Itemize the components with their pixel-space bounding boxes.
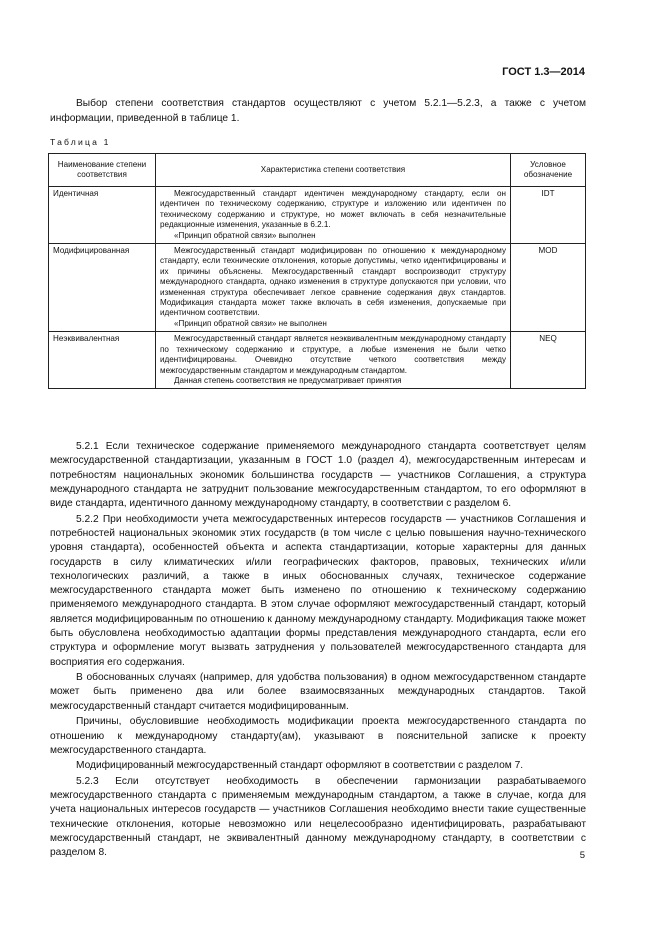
- page-number: 5: [579, 850, 585, 861]
- paragraph-reasons: Причины, обусловившие необходимость модификации проекта межгосударственного стандарта по отношению к международному стандарту(ам), указывают в пояснительной записке к проекту межгосударственного стандарта.: [50, 716, 586, 756]
- paragraph-5-2-3: 5.2.3 Если отсутствует необходимость в обеспечении гармонизации разрабатываемого межгосударственного стандарта с применяемым международным стандартом, а также в случае, когда для учета национальных интересов государств — участников Соглашения необходимо внести такие существенные технические отклонения, которые невозможно или нецелесообразно идентифицировать, разрабатывают межгосударственный стандарт, не эквивалентный данному международному стандарту, в соответствии с разделом 8.: [50, 775, 586, 859]
- row-description: [156, 187, 511, 244]
- header-code: Условное обозначение: [511, 154, 586, 187]
- row-name: Модифицированная: [49, 244, 156, 332]
- row-description-text: Межгосударственный стандарт идентичен международному стандарту, если он идентичен по техническому содержанию, структуре и изложению или идентичен по техническому содержанию и структуре, но может включать в себя незначительные редакционные изменения, указанные в 6.2.1.: [160, 189, 506, 230]
- table-caption: Таблица 1: [50, 137, 111, 147]
- row-description-text: Межгосударственный стандарт модифицирован по отношению к международному стандарту, если технические отклонения, которые допустимы, четко идентифицированы и их причины объяснены. Межгосударственный стандарт воспроизводит структуру международного стандарта, однако изменения в структуре допускаются при условии, что измененная структура обеспечивает легкое сравнение содержания двух стандартов. Модификация стандарта может также включать в себя изменения, допускаемые при идентичном соответствии.: [160, 246, 506, 318]
- header-characteristic: Характеристика степени соответствия: [156, 154, 511, 187]
- paragraph-5-2-2: 5.2.2 При необходимости учета межгосударственных интересов государств — участников Соглашения и потребностей национальных экономик этих государств (в том числе с целью повышения научно-технического уровня стандарта), особенностей объекта и аспекта стандартизации, которые характерны для данных государств в силу климатических и/или географических факторов, правовых, технических и/или технологических различий, а также в иных обоснованных случаях, техническое содержание межгосударственного стандарта может быть изменено по отношению к техническому содержанию применяемого международного стандарта. В этом случае оформляют межгосударственный стандарт, который является модифицированным по отношению к данному международному стандарту. Модификация также может быть обусловлена необходимостью адаптации формы представления международного стандарта, если его структура и оформление могут вызвать затруднения у пользователей межгосударственного стандарта для восприятия его содержания.: [50, 513, 586, 668]
- row-code: NEQ: [511, 332, 586, 389]
- table-row: [49, 187, 586, 244]
- row-description-note: Данная степень соответствия не предусматривает принятия: [174, 375, 402, 385]
- row-name: Идентичная: [49, 187, 156, 244]
- table-row: [49, 244, 586, 332]
- row-description-note: «Принцип обратной связи» выполнен: [174, 230, 316, 240]
- intro-paragraph: Выбор степени соответствия стандартов осуществляют с учетом 5.2.1—5.2.3, а также с учетом информации, приведенной в таблице 1.: [50, 98, 586, 124]
- row-description-note: «Принцип обратной связи» не выполнен: [174, 318, 327, 328]
- row-description-text: Межгосударственный стандарт является неэквивалентным международному стандарту по техническому содержанию и структуре, а любые изменения не были четко идентифицированы. Очевидно отсутствие четкого соответствия между межгосударственным стандартом и международным стандартом.: [160, 334, 506, 375]
- body-text: [50, 440, 586, 862]
- row-code: MOD: [511, 244, 586, 332]
- table-header-row: [49, 154, 586, 187]
- conformity-table: [48, 153, 586, 389]
- row-code: IDT: [511, 187, 586, 244]
- header-name: Наименование степени соответствия: [49, 154, 156, 187]
- row-description: [156, 244, 511, 332]
- document-code: ГОСТ 1.3—2014: [502, 66, 585, 78]
- table-row: [49, 332, 586, 389]
- row-name: Неэквивалентная: [49, 332, 156, 389]
- row-description: [156, 332, 511, 389]
- paragraph-multiple-standards: В обоснованных случаях (например, для удобства пользования) в одном межгосударственном стандарте может быть применено два или более взаимосвязанных международных стандартов. Такой межгосударственный стандарт считается модифицированным.: [50, 672, 586, 712]
- paragraph-modified-format: Модифицированный межгосударственный стандарт оформляют в соответствии с разделом 7.: [76, 760, 524, 772]
- paragraph-5-2-1: 5.2.1 Если техническое содержание применяемого международного стандарта соответствует целям межгосударственной стандартизации, указанным в ГОСТ 1.0 (раздел 4), межгосударственным интересам и потребностям национальных экономик большинства государств — участников Соглашения, а структура международного стандарта не затруднит пользование межгосударственным стандартом, то его оформляют в виде стандарта, идентичного данному международному стандарту, в соответствии с разделом 6.: [50, 441, 586, 510]
